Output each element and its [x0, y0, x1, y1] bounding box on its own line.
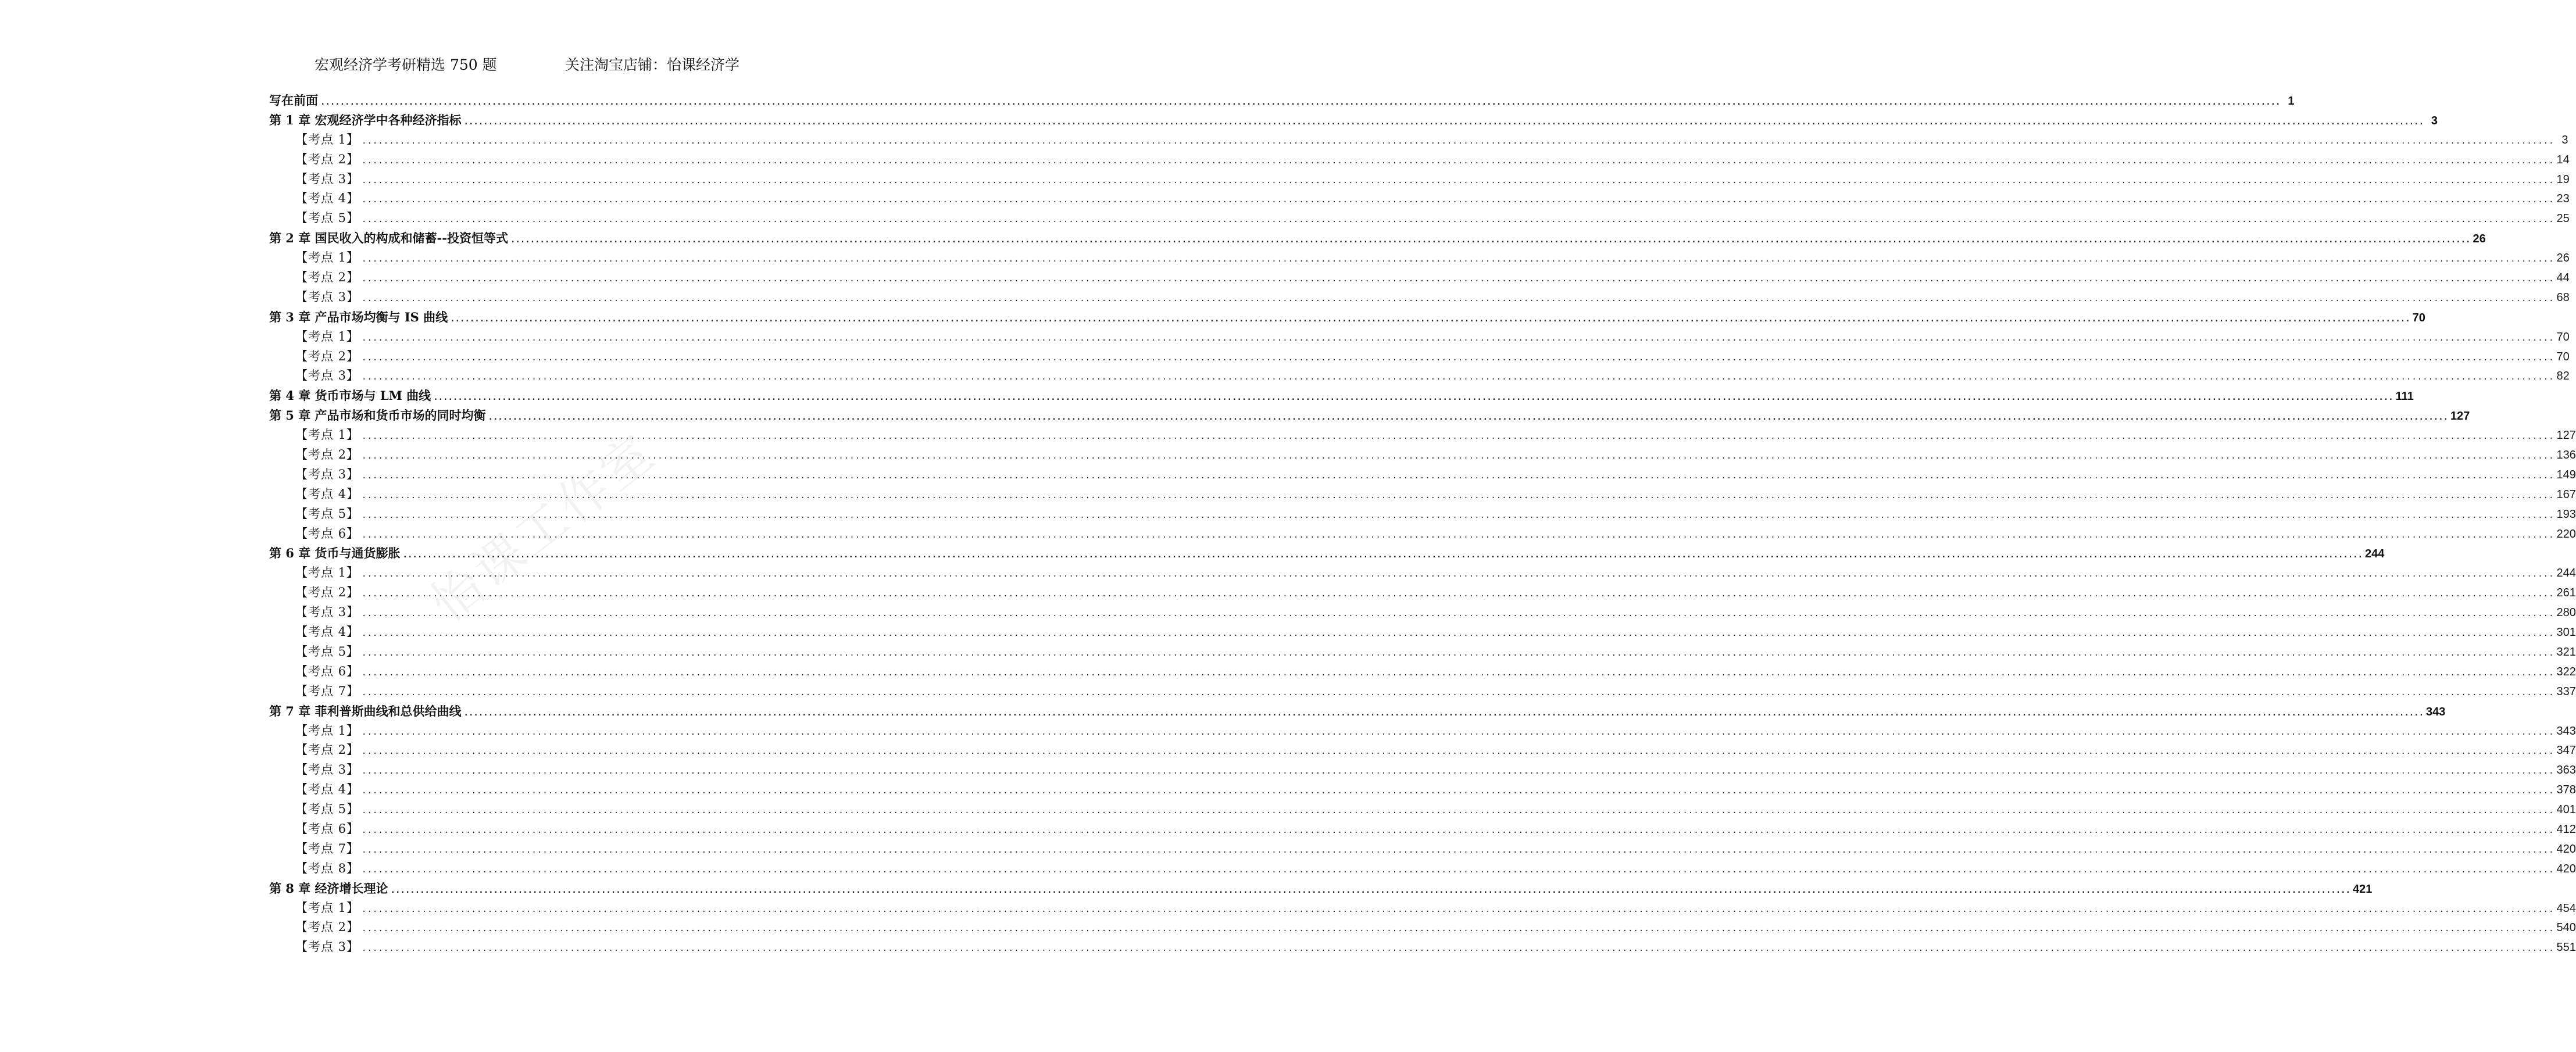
- dot-leader: ................................................................................................................................................................................................................................................................................................................................................................................................................: [510, 235, 2471, 245]
- dot-leader: ................................................................................................................................................................................................................................................................................................................................................................................................................: [362, 944, 2554, 954]
- toc-page-number: 127: [2450, 410, 2470, 423]
- watermark: 怡课工作室: [420, 423, 667, 634]
- table-of-contents: [269, 91, 2576, 957]
- toc-page-number: 82: [2556, 370, 2570, 383]
- toc-point-entry[interactable]: [269, 347, 2570, 367]
- toc-entry-label: 【考点 5】: [295, 802, 360, 817]
- toc-point-entry[interactable]: [269, 642, 2576, 662]
- toc-point-entry[interactable]: [269, 820, 2576, 839]
- toc-point-entry[interactable]: [269, 918, 2576, 938]
- toc-page-number: 26: [2556, 252, 2570, 265]
- toc-entry-label: 【考点 4】: [295, 625, 360, 639]
- dot-leader: ................................................................................................................................................................................................................................................................................................................................................................................................................: [362, 530, 2554, 540]
- dot-leader: ................................................................................................................................................................................................................................................................................................................................................................................................................: [362, 471, 2554, 481]
- dot-leader: ................................................................................................................................................................................................................................................................................................................................................................................................................: [362, 510, 2554, 520]
- toc-chapter-entry[interactable]: [269, 307, 2425, 327]
- toc-entry-label: 【考点 1】: [295, 566, 360, 580]
- toc-point-entry[interactable]: [269, 445, 2576, 465]
- dot-leader: ................................................................................................................................................................................................................................................................................................................................................................................................................: [362, 373, 2554, 382]
- toc-page-number: 136: [2556, 449, 2576, 462]
- toc-entry-label: 第 1 章 宏观经济学中各种经济指标: [269, 112, 462, 127]
- dot-leader: ................................................................................................................................................................................................................................................................................................................................................................................................................: [362, 825, 2554, 835]
- toc-entry-label: 第 3 章 产品市场均衡与 IS 曲线: [269, 309, 448, 324]
- toc-page-number: 412: [2556, 822, 2576, 836]
- toc-chapter-entry[interactable]: [269, 879, 2373, 899]
- toc-entry-label: 第 5 章 产品市场和货币市场的同时均衡: [269, 408, 486, 423]
- dot-leader: ................................................................................................................................................................................................................................................................................................................................................................................................................: [362, 924, 2554, 934]
- toc-entry-label: 写在前面: [269, 93, 318, 108]
- toc-entry-label: 【考点 5】: [295, 506, 360, 521]
- toc-entry-label: 【考点 2】: [295, 743, 360, 757]
- toc-entry-label: 【考点 1】: [295, 428, 360, 442]
- toc-page-number: 68: [2556, 291, 2570, 304]
- toc-point-entry[interactable]: [269, 662, 2576, 682]
- toc-page-number: 421: [2353, 882, 2373, 896]
- dot-leader: ................................................................................................................................................................................................................................................................................................................................................................................................................: [362, 629, 2554, 639]
- toc-entry-label: 【考点 1】: [295, 132, 360, 146]
- dot-leader: ................................................................................................................................................................................................................................................................................................................................................................................................................: [362, 747, 2554, 757]
- toc-point-entry[interactable]: [269, 189, 2570, 209]
- toc-page-number: 244: [2556, 567, 2576, 580]
- toc-point-entry[interactable]: [269, 583, 2576, 603]
- toc-page-number: 44: [2556, 271, 2570, 285]
- toc-entry-label: 【考点 2】: [295, 585, 360, 600]
- toc-point-entry[interactable]: [269, 800, 2576, 820]
- dot-leader: ................................................................................................................................................................................................................................................................................................................................................................................................................: [402, 550, 2363, 560]
- toc-point-entry[interactable]: [269, 899, 2576, 918]
- toc-entry-label: 【考点 2】: [295, 270, 360, 285]
- dot-leader: ................................................................................................................................................................................................................................................................................................................................................................................................................: [488, 413, 2449, 423]
- toc-point-entry[interactable]: [269, 760, 2576, 780]
- toc-entry-label: 【考点 3】: [295, 368, 360, 383]
- toc-entry-label: 【考点 5】: [295, 644, 360, 659]
- toc-entry-label: 【考点 3】: [295, 940, 360, 954]
- toc-entry-label: 【考点 3】: [295, 289, 360, 304]
- toc-page-number: 378: [2556, 783, 2576, 797]
- toc-page-number: 337: [2556, 685, 2576, 698]
- page-header: [0, 53, 1052, 77]
- toc-page-number: 301: [2556, 626, 2576, 639]
- toc-point-entry[interactable]: [269, 425, 2576, 445]
- toc-chapter-entry[interactable]: [269, 386, 2414, 406]
- toc-entry-label: 【考点 3】: [295, 763, 360, 777]
- toc-point-entry[interactable]: [269, 622, 2576, 642]
- dot-leader: ................................................................................................................................................................................................................................................................................................................................................................................................................: [362, 767, 2554, 777]
- toc-point-entry[interactable]: [269, 465, 2576, 485]
- toc-page-number: 220: [2556, 527, 2576, 541]
- toc-entry-label: 【考点 4】: [295, 782, 360, 797]
- dot-leader: ................................................................................................................................................................................................................................................................................................................................................................................................................: [362, 688, 2554, 697]
- dot-leader: ................................................................................................................................................................................................................................................................................................................................................................................................................: [362, 353, 2554, 363]
- toc-entry-label: 第 4 章 货币市场与 LM 曲线: [269, 388, 431, 403]
- toc-point-entry[interactable]: [269, 740, 2576, 760]
- toc-entry-label: 【考点 1】: [295, 251, 360, 265]
- toc-point-entry[interactable]: [269, 130, 2568, 150]
- toc-page-number: 14: [2556, 153, 2570, 166]
- toc-point-entry[interactable]: [269, 603, 2576, 622]
- dot-leader: ................................................................................................................................................................................................................................................................................................................................................................................................................: [362, 333, 2554, 343]
- toc-chapter-entry[interactable]: [269, 91, 2295, 110]
- dot-leader: ................................................................................................................................................................................................................................................................................................................................................................................................................: [362, 274, 2554, 284]
- toc-entry-label: 【考点 1】: [295, 723, 360, 738]
- dot-leader: ................................................................................................................................................................................................................................................................................................................................................................................................................: [362, 136, 2554, 146]
- toc-entry-label: 【考点 3】: [295, 605, 360, 620]
- toc-entry-label: 第 8 章 经济增长理论: [269, 881, 388, 896]
- toc-entry-label: 【考点 4】: [295, 191, 360, 206]
- toc-entry-label: 第 6 章 货币与通货膨胀: [269, 546, 401, 561]
- toc-page-number: 1: [2288, 95, 2295, 108]
- toc-chapter-entry[interactable]: [269, 228, 2486, 248]
- toc-point-entry[interactable]: [269, 524, 2576, 544]
- toc-page-number: 454: [2556, 901, 2576, 915]
- toc-entry-label: 【考点 6】: [295, 526, 360, 541]
- toc-point-entry[interactable]: [269, 859, 2576, 879]
- dot-leader: ................................................................................................................................................................................................................................................................................................................................................................................................................: [362, 609, 2554, 619]
- toc-page-number: 70: [2556, 350, 2570, 363]
- toc-page-number: 347: [2556, 744, 2576, 757]
- toc-page-number: 167: [2556, 488, 2576, 501]
- toc-page-number: 25: [2556, 212, 2570, 226]
- toc-point-entry[interactable]: [269, 938, 2576, 957]
- dot-leader: ................................................................................................................................................................................................................................................................................................................................................................................................................: [362, 294, 2554, 303]
- toc-page-number: 70: [2556, 330, 2570, 343]
- document-title: 宏观经济学考研精选 750 题: [315, 56, 497, 73]
- toc-page-number: 420: [2556, 862, 2576, 875]
- dot-leader: ................................................................................................................................................................................................................................................................................................................................................................................................................: [362, 865, 2554, 875]
- toc-page-number: 3: [2431, 114, 2438, 127]
- toc-entry-label: 【考点 1】: [295, 329, 360, 343]
- dot-leader: ................................................................................................................................................................................................................................................................................................................................................................................................................: [362, 806, 2554, 816]
- toc-entry-label: 【考点 4】: [295, 486, 360, 501]
- dot-leader: ................................................................................................................................................................................................................................................................................................................................................................................................................: [463, 708, 2424, 718]
- toc-page-number: 244: [2365, 548, 2385, 561]
- toc-entry-label: 【考点 6】: [295, 664, 360, 678]
- dot-leader: ................................................................................................................................................................................................................................................................................................................................................................................................................: [390, 885, 2351, 895]
- toc-page-number: 321: [2556, 645, 2576, 659]
- toc-entry-label: 第 2 章 国民收入的构成和储蓄--投资恒等式: [269, 231, 508, 246]
- toc-entry-label: 【考点 2】: [295, 448, 360, 462]
- toc-page-number: 420: [2556, 842, 2576, 856]
- dot-leader: ................................................................................................................................................................................................................................................................................................................................................................................................................: [362, 195, 2554, 205]
- toc-point-entry[interactable]: [269, 209, 2570, 228]
- toc-point-entry[interactable]: [269, 504, 2576, 524]
- toc-entry-label: 第 7 章 菲利普斯曲线和总供给曲线: [269, 703, 462, 718]
- toc-point-entry[interactable]: [269, 248, 2570, 268]
- dot-leader: ................................................................................................................................................................................................................................................................................................................................................................................................................: [362, 648, 2554, 658]
- dot-leader: ................................................................................................................................................................................................................................................................................................................................................................................................................: [320, 98, 2281, 107]
- toc-page-number: 23: [2556, 192, 2570, 206]
- toc-point-entry[interactable]: [269, 366, 2570, 386]
- toc-point-entry[interactable]: [269, 170, 2570, 189]
- toc-point-entry[interactable]: [269, 682, 2576, 702]
- toc-point-entry[interactable]: [269, 839, 2576, 859]
- toc-point-entry[interactable]: [269, 327, 2570, 347]
- toc-point-entry[interactable]: [269, 485, 2576, 504]
- toc-entry-label: 【考点 6】: [295, 821, 360, 836]
- toc-page-number: 343: [2556, 724, 2576, 738]
- toc-page-number: 149: [2556, 468, 2576, 481]
- dot-leader: ................................................................................................................................................................................................................................................................................................................................................................................................................: [362, 176, 2554, 185]
- dot-leader: ................................................................................................................................................................................................................................................................................................................................................................................................................: [362, 156, 2554, 166]
- toc-entry-label: 【考点 7】: [295, 841, 360, 856]
- toc-entry-label: 【考点 2】: [295, 349, 360, 363]
- toc-entry-label: 【考点 8】: [295, 861, 360, 875]
- toc-chapter-entry[interactable]: [269, 543, 2385, 563]
- toc-page-number: 280: [2556, 606, 2576, 620]
- toc-chapter-entry[interactable]: [269, 406, 2470, 425]
- toc-chapter-entry[interactable]: [269, 702, 2446, 721]
- toc-entry-label: 【考点 2】: [295, 152, 360, 166]
- toc-entry-label: 【考点 7】: [295, 684, 360, 698]
- dot-leader: ................................................................................................................................................................................................................................................................................................................................................................................................................: [362, 727, 2554, 737]
- dot-leader: ................................................................................................................................................................................................................................................................................................................................................................................................................: [362, 668, 2554, 678]
- toc-page-number: 261: [2556, 586, 2576, 600]
- toc-page-number: 551: [2556, 941, 2576, 954]
- toc-point-entry[interactable]: [269, 780, 2576, 800]
- toc-point-entry[interactable]: [269, 288, 2570, 307]
- dot-leader: ................................................................................................................................................................................................................................................................................................................................................................................................................: [362, 589, 2554, 599]
- toc-page-number: 19: [2556, 173, 2570, 186]
- toc-page-number: 322: [2556, 665, 2576, 678]
- dot-leader: ................................................................................................................................................................................................................................................................................................................................................................................................................: [450, 314, 2410, 324]
- dot-leader: ................................................................................................................................................................................................................................................................................................................................................................................................................: [362, 432, 2554, 442]
- dot-leader: ................................................................................................................................................................................................................................................................................................................................................................................................................: [362, 452, 2554, 461]
- toc-page-number: 540: [2556, 921, 2576, 935]
- dot-leader: ................................................................................................................................................................................................................................................................................................................................................................................................................: [362, 255, 2554, 264]
- dot-leader: ................................................................................................................................................................................................................................................................................................................................................................................................................: [433, 393, 2393, 403]
- dot-leader: ................................................................................................................................................................................................................................................................................................................................................................................................................: [362, 215, 2554, 225]
- toc-page-number: 70: [2412, 311, 2425, 324]
- toc-point-entry[interactable]: [269, 563, 2576, 583]
- dot-leader: ................................................................................................................................................................................................................................................................................................................................................................................................................: [362, 491, 2554, 500]
- toc-page-number: 193: [2556, 507, 2576, 521]
- toc-page-number: 111: [2395, 390, 2414, 403]
- toc-entry-label: 【考点 5】: [295, 211, 360, 226]
- toc-entry-label: 【考点 3】: [295, 171, 360, 186]
- toc-entry-label: 【考点 3】: [295, 467, 360, 481]
- dot-leader: ................................................................................................................................................................................................................................................................................................................................................................................................................: [362, 570, 2554, 579]
- toc-page-number: 127: [2556, 429, 2576, 442]
- toc-entry-label: 【考点 1】: [295, 900, 360, 915]
- toc-chapter-entry[interactable]: [269, 110, 2438, 130]
- toc-point-entry[interactable]: [269, 150, 2570, 170]
- toc-point-entry[interactable]: [269, 268, 2570, 288]
- dot-leader: ................................................................................................................................................................................................................................................................................................................................................................................................................: [463, 117, 2424, 127]
- toc-page-number: 3: [2561, 133, 2568, 146]
- toc-entry-label: 【考点 2】: [295, 920, 360, 935]
- toc-point-entry[interactable]: [269, 721, 2576, 741]
- dot-leader: ................................................................................................................................................................................................................................................................................................................................................................................................................: [362, 786, 2554, 796]
- toc-page-number: 401: [2556, 803, 2576, 817]
- toc-page-number: 363: [2556, 764, 2576, 777]
- toc-page-number: 343: [2426, 705, 2446, 718]
- shop-notice: 关注淘宝店铺：怡课经济学: [565, 56, 740, 73]
- dot-leader: ................................................................................................................................................................................................................................................................................................................................................................................................................: [362, 845, 2554, 855]
- dot-leader: ................................................................................................................................................................................................................................................................................................................................................................................................................: [362, 904, 2554, 914]
- toc-page-number: 26: [2473, 232, 2486, 246]
